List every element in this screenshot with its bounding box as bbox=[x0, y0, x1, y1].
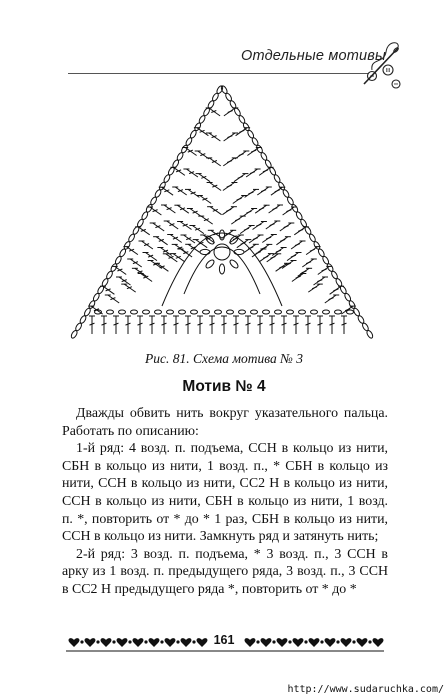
paragraph: 2-й ряд: 3 возд. п. подъема, * 3 возд. п., 3 ССН в арку из 1 возд. п. предыдущего ряда, 3 возд. п., 3 ССН в СС2 Н предыдущего ряда *, повторить от * до * bbox=[62, 546, 388, 597]
instructions-text bbox=[62, 405, 388, 599]
crochet-motif-diagram bbox=[66, 80, 378, 350]
watermark-url: http://www.sudaruchka.com/ bbox=[287, 684, 444, 695]
page-number: 161 bbox=[208, 633, 240, 647]
paragraph: Дважды обвить нить вокруг указательного пальца. Работать по описанию: bbox=[62, 406, 388, 439]
header-rule bbox=[68, 73, 368, 74]
figure-caption: Рис. 81. Схема мотива № 3 bbox=[145, 351, 303, 366]
section-heading: Мотив № 4 bbox=[182, 378, 266, 395]
running-header-title: Отдельные мотивы bbox=[241, 48, 386, 64]
paragraph: 1-й ряд: 4 возд. п. подъема, ССН в кольцо из нити, СБН в кольцо из нити, 1 возд. п., * СБН в кольцо из нити, ССН в кольцо из нити, СС2 Н в кольцо из нити, ССН в кольцо из нити, СБН в кольцо из нити, 1 возд. п. *, повторить от * до * 1 раз, СБН в кольцо из нити, ССН в кольцо из нити. Замкнуть ряд и затянуть нить; bbox=[62, 441, 388, 545]
